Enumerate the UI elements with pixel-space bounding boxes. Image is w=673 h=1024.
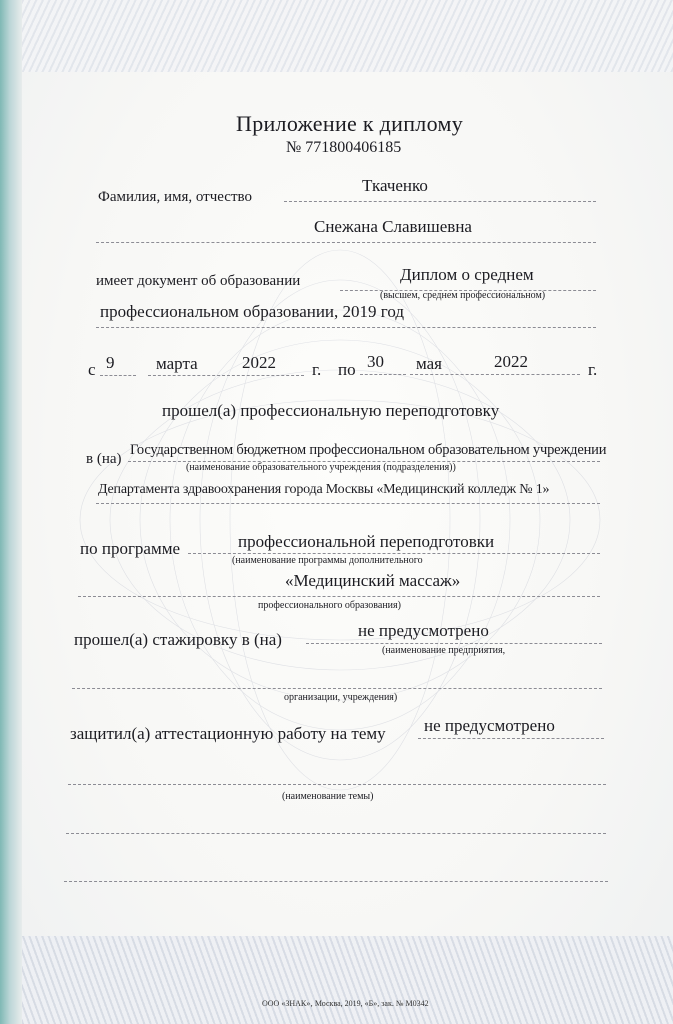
passed-retraining: прошел(а) профессиональную переподготовку [162, 401, 500, 420]
program-label: по программе [80, 539, 181, 558]
institution-line-2: Департамента здравоохранения города Москвы «Медицинский колледж № 1» [98, 482, 550, 497]
institution-label: в (на) [86, 451, 122, 467]
period-to-label: по [338, 360, 356, 379]
edu-hint: (высшем, среднем профессиональном) [380, 290, 546, 301]
internship-label: прошел(а) стажировку в (на) [74, 630, 282, 649]
month-year-to-line [410, 374, 580, 375]
month-to: мая [416, 354, 443, 373]
month-from: марта [156, 354, 198, 373]
g-label-2: г. [588, 360, 598, 379]
diploma-number: № 771800406185 [286, 139, 402, 156]
edu-line-2 [96, 327, 596, 328]
day-to-line [360, 374, 406, 375]
day-from: 9 [106, 353, 115, 372]
program-value-2: «Медицинский массаж» [285, 571, 461, 590]
name-patronymic-value: Снежана Славишевна [314, 217, 472, 236]
document-title: Приложение к диплому [236, 111, 463, 136]
thesis-line-2 [68, 784, 606, 785]
institution-hint: (наименование образовательного учреждения (подразделения)) [186, 462, 456, 473]
institution-line-2-rule [96, 503, 600, 504]
day-from-line [100, 375, 136, 376]
institution-line-1: Государственном бюджетном профессиональном образовательном учреждении [130, 442, 607, 458]
thesis-hint: (наименование темы) [282, 791, 374, 802]
internship-line-2 [72, 688, 602, 689]
edu-value-2: профессиональном образовании, 2019 год [100, 302, 404, 321]
day-to: 30 [367, 352, 384, 371]
printer-imprint: ООО «ЗНАК»‚ Москва, 2019, «Б», зак. № М0342 [262, 999, 429, 1008]
thesis-line-4 [64, 881, 608, 882]
thesis-label: защитил(а) аттестационную работу на тему [70, 724, 386, 743]
thesis-line-3 [66, 833, 606, 834]
period-from-label: с [88, 360, 96, 379]
edu-label: имеет документ об образовании [96, 273, 301, 289]
internship-value: не предусмотрено [358, 621, 489, 640]
security-pattern-bottom [22, 936, 673, 1024]
program-line [188, 553, 600, 554]
program-line-2 [78, 596, 600, 597]
g-label-1: г. [312, 360, 322, 379]
program-value: профессиональной переподготовки [238, 532, 495, 551]
internship-line [306, 643, 602, 644]
surname-line [284, 201, 596, 202]
internship-hint-1: (наименование предприятия, [382, 645, 506, 656]
fio-label: Фамилия, имя, отчество [98, 189, 252, 205]
month-year-from-line [148, 375, 304, 376]
program-hint-2: профессионального образования) [258, 600, 401, 611]
surname-value: Ткаченко [362, 176, 428, 195]
page-edge [0, 0, 22, 1024]
thesis-value: не предусмотрено [424, 716, 555, 735]
year-from: 2022 [242, 353, 276, 372]
program-hint-1: (наименование программы дополнительного [232, 555, 423, 566]
thesis-line [418, 738, 604, 739]
name-line [96, 242, 596, 243]
edu-value: Диплом о среднем [400, 265, 534, 284]
security-pattern-top [22, 0, 673, 72]
year-to: 2022 [494, 352, 528, 371]
internship-hint-2: организации, учреждения) [284, 692, 398, 703]
